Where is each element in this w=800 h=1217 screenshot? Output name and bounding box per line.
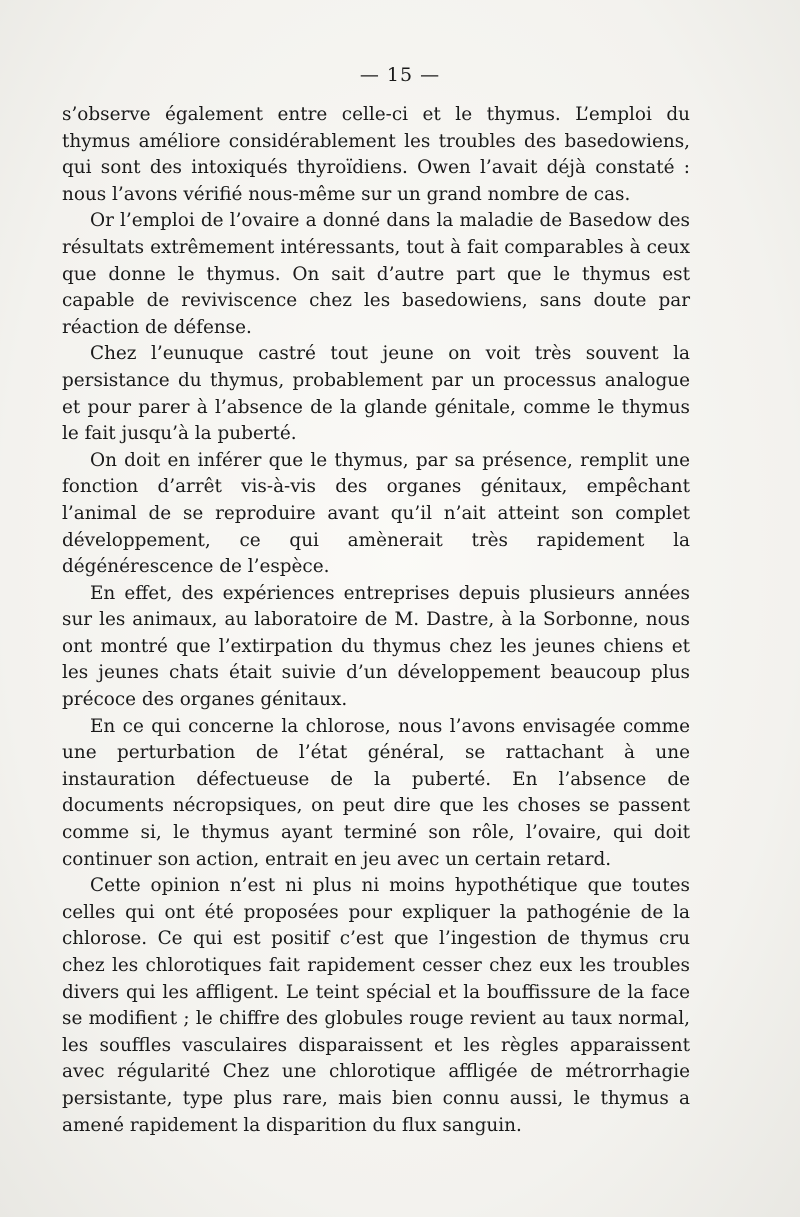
paragraph: On doit en inférer que le thymus, par sa présence, remplit une fonction d’arrêt vis-à-vis des organes génitaux, empêchant l’animal de se reproduire avant qu’il n’ait atteint son complet développement, ce qui amènerait très rapidement la dégénérescence de l’espèce. xyxy=(62,449,690,578)
body-text xyxy=(62,102,690,1139)
paragraph: Or l’emploi de l’ovaire a donné dans la maladie de Basedow des résultats extrêmement intéressants, tout à fait comparables à ceux que donne le thymus. On sait d’autre part que le thymus est capable de reviviscence chez les basedowiens, sans doute par réaction de défense. xyxy=(62,210,690,338)
paragraph: Chez l’eunuque castré tout jeune on voit très souvent la persistance du thymus, probablement par un processus analogue et pour parer à l’absence de la glande génitale, comme le thymus le fait jusqu’à la puberté. xyxy=(62,343,690,445)
page-number: — 15 — xyxy=(359,64,441,86)
paragraph: Cette opinion n’est ni plus ni moins hypothétique que toutes celles qui ont été proposées pour expliquer la pathogénie de la chlorose. Ce qui est positif c’est que l’ingestion de thymus cru chez les chlorotiques fait rapidement cesser chez eux les troubles divers qui les affligent. Le teint spécial et la bouffissure de la face se modifient ; le chiffre des globules rouge revient au taux normal, les souffles vasculaires disparaissent et les règles apparaissent avec régularité Chez une chlorotique affligée de métrorrhagie persistante, type plus rare, mais bien connu aussi, le thymus a amené rapidement la disparition du flux sanguin. xyxy=(62,875,690,1136)
paragraph: En effet, des expériences entreprises depuis plusieurs années sur les animaux, au laboratoire de M. Dastre, à la Sorbonne, nous ont montré que l’extirpation du thymus chez les jeunes chiens et les jeunes chats était suivie d’un développement beaucoup plus précoce des organes génitaux. xyxy=(62,582,690,711)
paragraph: En ce qui concerne la chlorose, nous l’avons envisagée comme une perturbation de l’état général, se rattachant à une instauration défectueuse de la puberté. En l’absence de documents nécropsiques, on peut dire que les choses se passent comme si, le thymus ayant terminé son rôle, l’ovaire, qui doit continuer son action, entrait en jeu avec un certain retard. xyxy=(62,715,690,870)
paragraph: s’observe également entre celle-ci et le thymus. L’emploi du thymus améliore considérablement les troubles des basedowiens, qui sont des intoxiqués thyroïdiens. Owen l’avait déjà constaté : nous l’avons vérifié nous-même sur un grand nombre de cas. xyxy=(62,104,690,205)
